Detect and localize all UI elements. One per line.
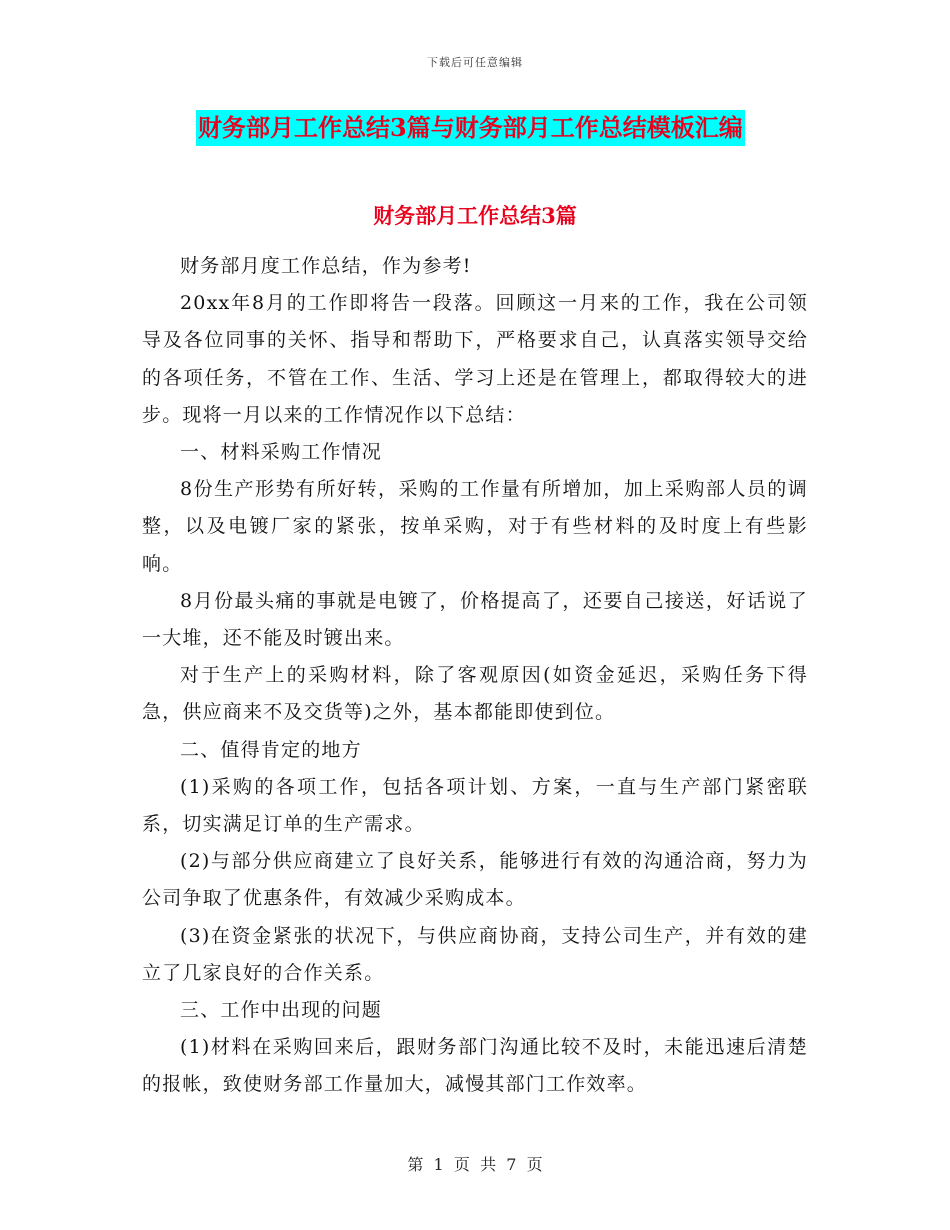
section-heading-3: 三、工作中出现的问题 [180,999,383,1022]
section-title: 财务部月工作总结3篇 [373,203,577,228]
paragraph: 8份生产形势有所好转，采购的工作量有所增加，加上采购部人员的调整，以及电镀厂家的紧张，按单采购，对于有些材料的及时度上有些影响。 [142,478,808,575]
paragraph-intro: 财务部月度工作总结，作为参考! [180,255,472,277]
paragraph: 对于生产上的采购材料，除了客观原因(如资金延迟，采购任务下得急，供应商来不及交货等)之外，基本都能即使到位。 [142,664,808,724]
header-note: 下载后可任意编辑 [427,56,523,69]
document-body [142,248,808,1104]
paragraph: 8月份最头痛的事就是电镀了，价格提高了，还要自己接送，好话说了一大堆，还不能及时镀出来。 [142,589,808,650]
list-item: (1)材料在采购回来后，跟财务部门沟通比较不及时，未能迅速后清楚的报帐，致使财务部工作量加大，减慢其部门工作效率。 [142,1036,808,1096]
list-item: (3)在资金紧张的状况下，与供应商协商，支持公司生产，并有效的建立了几家良好的合作关系。 [142,924,808,984]
list-item: (1)采购的各项工作，包括各项计划、方案，一直与生产部门紧密联系，切实满足订单的生产需求。 [142,775,808,836]
document-main-title: 财务部月工作总结3篇与财务部月工作总结模板汇编 [196,110,745,146]
paragraph: 20xx年8月的工作即将告一段落。回顾这一月来的工作，我在公司领导及各位同事的关怀、指导和帮助下，严格要求自己，认真落实领导交给的各项任务，不管在工作、生活、学习上还是在管理上，都取得较大的进步。现将一月以来的工作情况作以下总结： [142,292,808,426]
section-heading-2: 二、值得肯定的地方 [180,738,362,761]
list-item: (2)与部分供应商建立了良好关系，能够进行有效的沟通洽商，努力为公司争取了优惠条件，有效减少采购成本。 [142,850,808,910]
page-number-footer: 第 1 页 共 7 页 [407,1155,543,1174]
section-heading-1: 一、材料采购工作情况 [180,441,383,464]
